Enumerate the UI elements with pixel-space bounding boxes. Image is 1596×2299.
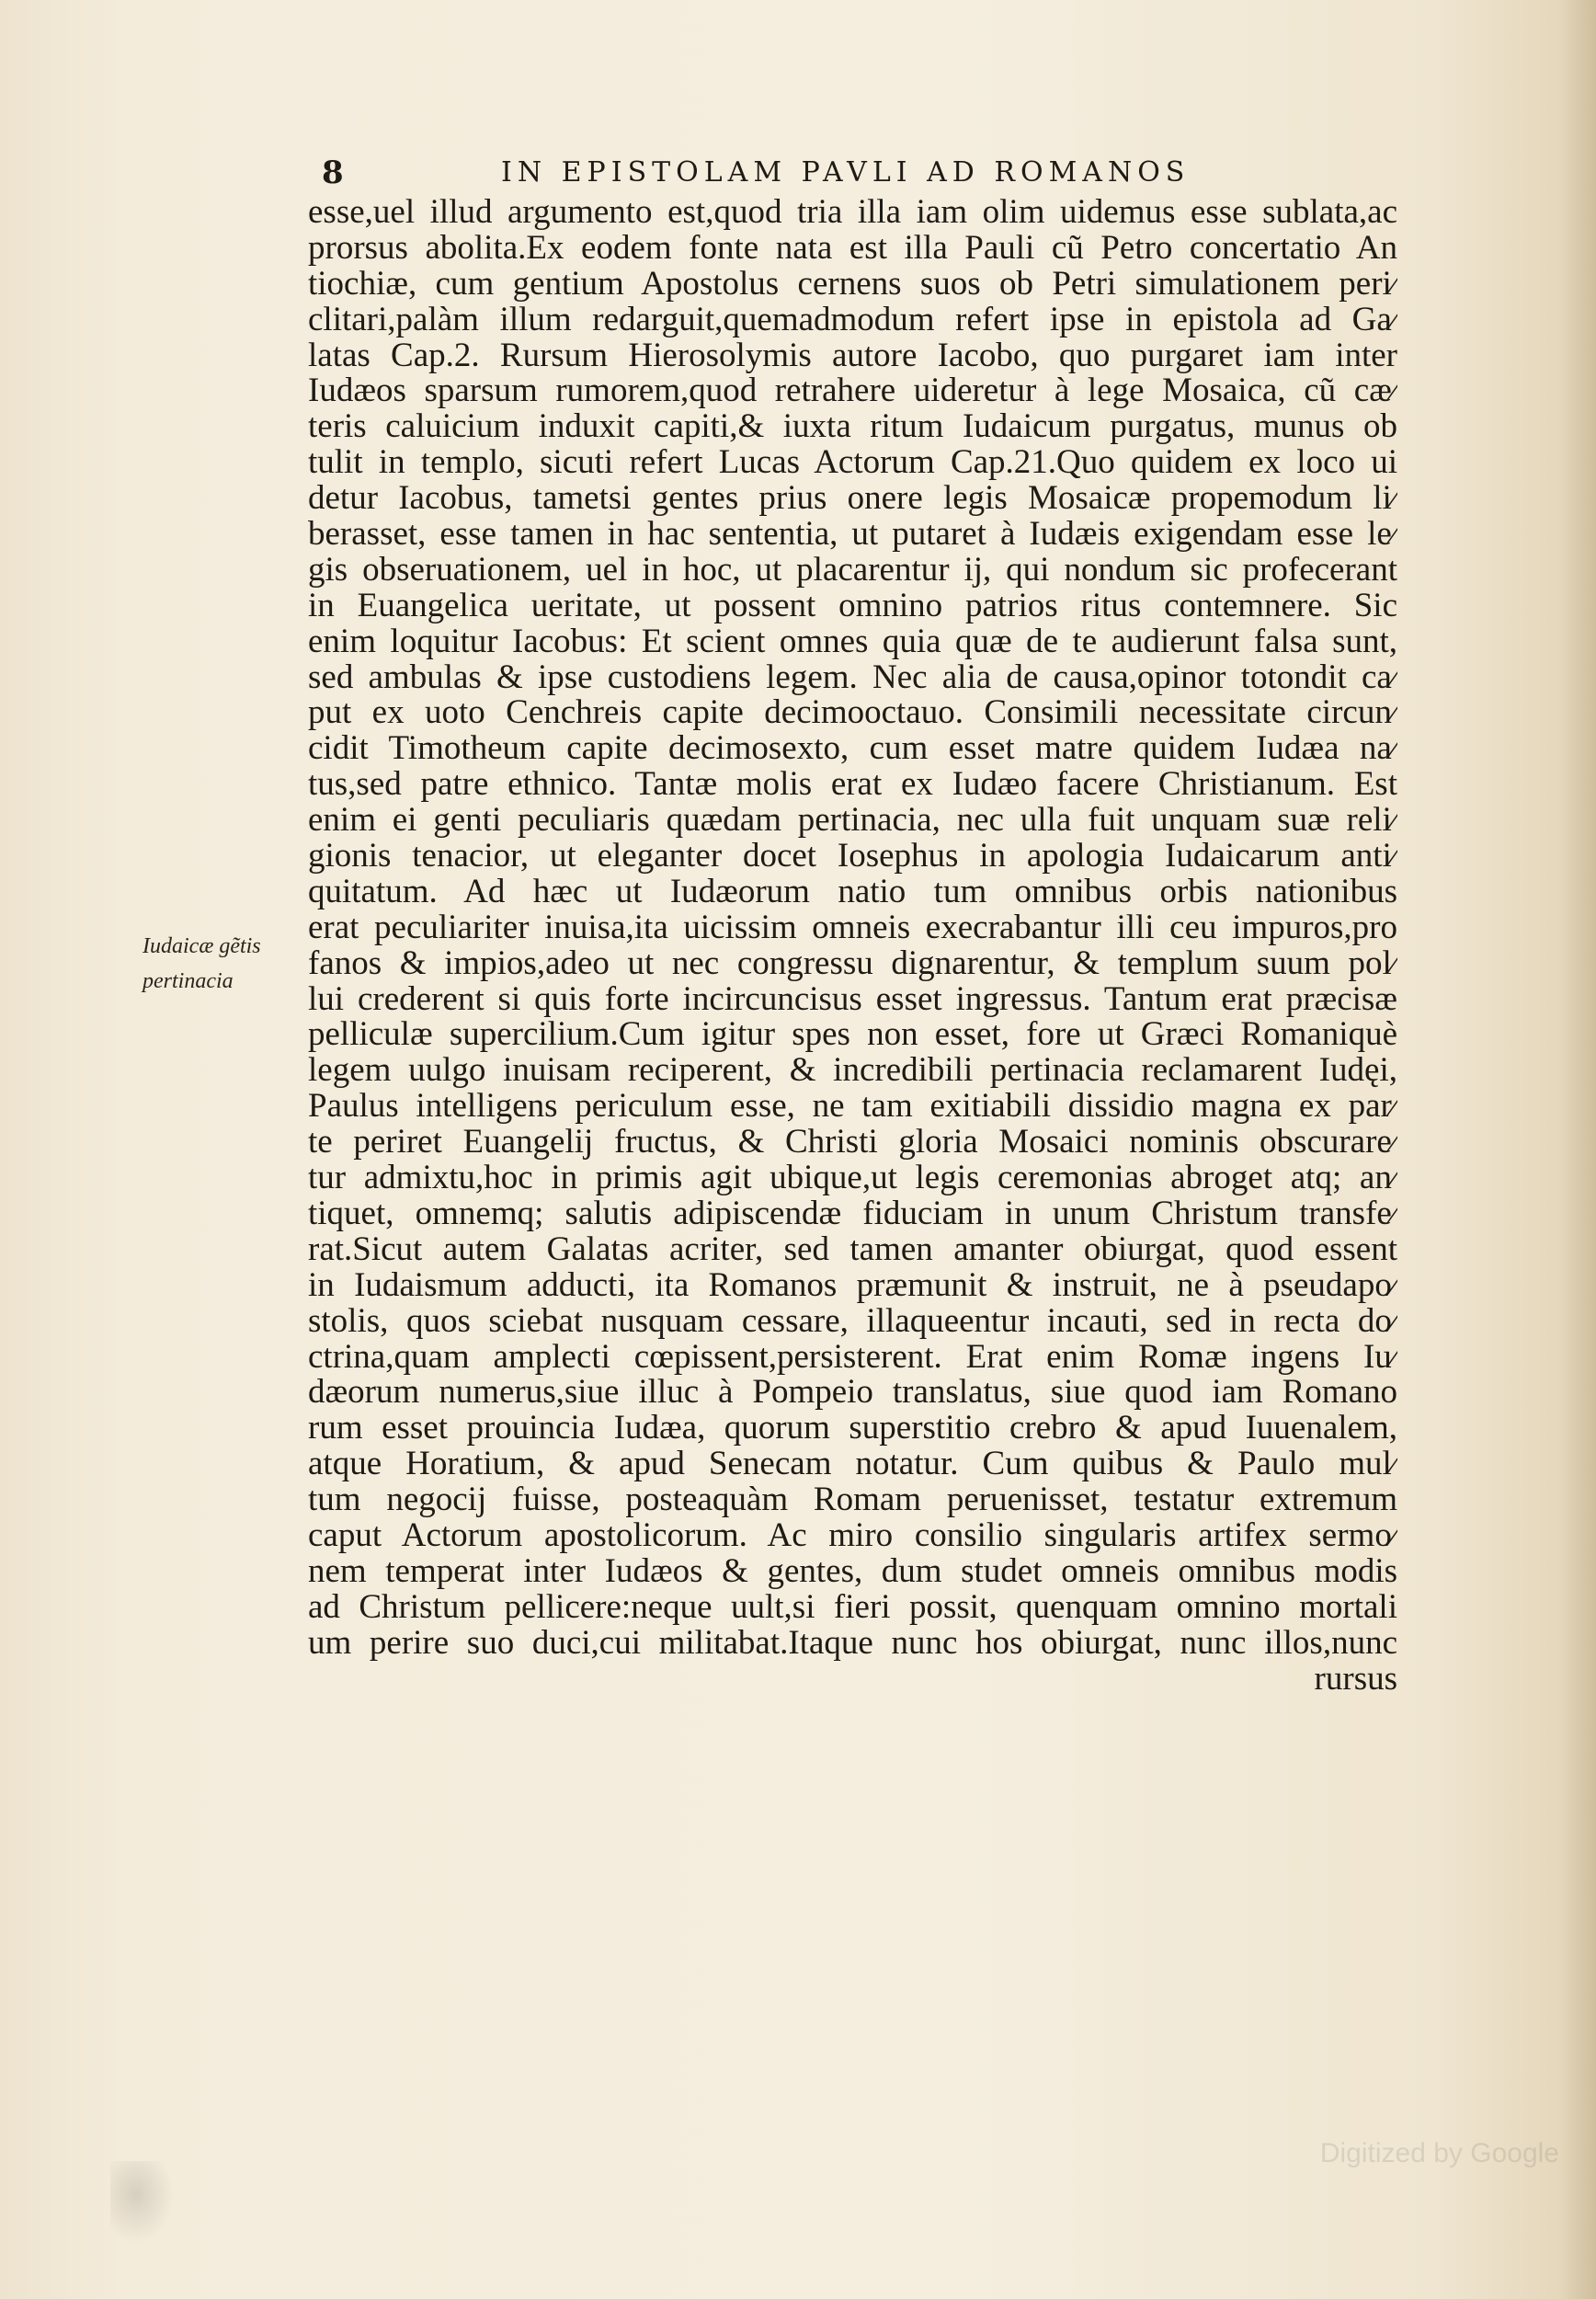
text-line: tiochiæ, cum gentium Apostolus cernens suos ob Petri simulationem peri⁄ xyxy=(308,266,1397,303)
text-line: fanos & impios,adeo ut nec congressu dignarentur, & templum suum pol⁄ xyxy=(308,945,1397,982)
text-line: cidit Timotheum capite decimosexto, cum esset matre quidem Iudæa na⁄ xyxy=(308,731,1397,768)
text-line: sed ambulas & ipse custodiens legem. Nec alia de causa,opinor totondit ca⁄ xyxy=(308,659,1397,696)
text-line: prorsus abolita.Ex eodem fonte nata est illa Pauli cũ Petro concertatio An xyxy=(308,230,1397,267)
text-line: erat peculiariter inuisa,ita uicissim omneis execrabantur illi ceu impuros,pro xyxy=(308,909,1397,946)
text-line: nem temperat inter Iudæos & gentes, dum studet omneis omnibus modis xyxy=(308,1553,1397,1590)
text-line: latas Cap.2. Rursum Hierosolymis autore Iacobo, quo purgaret iam inter xyxy=(308,337,1397,374)
body-text xyxy=(308,195,1397,1697)
text-line: rat.Sicut autem Galatas acriter, sed tamen amanter obiurgat, quod essent xyxy=(308,1231,1397,1268)
text-line: ctrina,quam amplecti cœpissent,persisterent. Erat enim Romæ ingens Iu⁄ xyxy=(308,1339,1397,1376)
text-line: enim ei genti peculiaris quædam pertinacia, nec ulla fuit unquam suæ reli⁄ xyxy=(308,803,1397,840)
text-line: detur Iacobus, tametsi gentes prius onere legis Mosaicæ propemodum li⁄ xyxy=(308,481,1397,518)
text-line: rum esset prouincia Iudæa, quorum superstitio crebro & apud Iuuenalem, xyxy=(308,1411,1397,1447)
digitization-watermark: Digitized by Google xyxy=(1319,2138,1559,2168)
text-line: clitari,palàm illum redarguit,quemadmodum refert ipse in epistola ad Ga⁄ xyxy=(308,302,1397,338)
margin-note-line: pertinacia xyxy=(142,969,234,993)
text-line: tur admixtu,hoc in primis agit ubique,ut legis ceremonias abroget atq; an⁄ xyxy=(308,1161,1397,1196)
text-line: atque Horatium, & apud Senecam notatur. Cum quibus & Paulo mul⁄ xyxy=(308,1447,1397,1483)
text-line: put ex uoto Cenchreis capite decimooctauo. Consimili necessitate circun⁄ xyxy=(308,695,1397,732)
text-line: in Iudaismum adducti, ita Romanos præmunit & instruit, ne à pseudapo⁄ xyxy=(308,1267,1397,1304)
text-line: te periret Euangelij fructus, & Christi gloria Mosaici nominis obscurare⁄ xyxy=(308,1125,1397,1161)
text-line: ad Christum pellicere:neque uult,si fieri possit, quenquam omnino mortali xyxy=(308,1589,1397,1626)
text-line: tus,sed patre ethnico. Tantæ molis erat ex Iudæo facere Christianum. Est xyxy=(308,767,1397,804)
text-line: pelliculæ supercilium.Cum igitur spes non esset, fore ut Græci Romaniquè xyxy=(308,1017,1397,1054)
text-line: enim loquitur Iacobus: Et scient omnes quia quæ de te audierunt falsa sunt, xyxy=(308,623,1397,660)
text-line: quitatum. Ad hæc ut Iudæorum natio tum omnibus orbis nationibus xyxy=(308,874,1397,910)
text-line: berasset, esse tamen in hac sententia, ut putaret à Iudæis exigendam esse le⁄ xyxy=(308,517,1397,553)
page-number: 8 xyxy=(322,154,345,191)
catchword: rursus xyxy=(1314,1661,1397,1698)
text-line: lui crederent si quis forte incircuncisus esset ingressus. Tantum erat præcisæ xyxy=(308,981,1397,1018)
paper-stain xyxy=(110,2161,175,2244)
text-line: tulit in templo, sicuti refert Lucas Actorum Cap.21.Quo quidem ex loco ui xyxy=(308,445,1397,482)
text-line: um perire suo duci,cui militabat.Itaque nunc hos obiurgat, nunc illos,nunc xyxy=(308,1625,1397,1662)
text-line: caput Actorum apostolicorum. Ac miro consilio singularis artifex sermo⁄ xyxy=(308,1517,1397,1554)
margin-note xyxy=(142,929,294,999)
text-line: tum negocij fuisse, posteaquàm Romam peruenisset, testatur extremum xyxy=(308,1482,1397,1518)
text-line: dæorum numerus,siue illuc à Pompeio translatus, siue quod iam Romano xyxy=(308,1375,1397,1412)
text-line: Paulus intelligens periculum esse, ne tam exitiabili dissidio magna ex par⁄ xyxy=(308,1089,1397,1126)
running-head: IN EPISTOLAM PAVLI AD ROMANOS xyxy=(501,156,1191,189)
page-header xyxy=(322,154,1241,200)
text-line: stolis, quos sciebat nusquam cessare, illaqueentur incauti, sed in recta do⁄ xyxy=(308,1303,1397,1340)
text-line: Iudæos sparsum rumorem,quod retrahere uideretur à lege Mosaica, cũ cæ⁄ xyxy=(308,373,1397,410)
text-line: tiquet, omnemq; salutis adipiscendæ fiduciam in unum Christum transfe⁄ xyxy=(308,1195,1397,1232)
text-line: in Euangelica ueritate, ut possent omnino patrios ritus contemnere. Sic xyxy=(308,588,1397,624)
text-line: gis obseruationem, uel in hoc, ut placarentur ij, qui nondum sic profecerant xyxy=(308,552,1397,589)
margin-note-line: Iudaicæ gẽtis xyxy=(142,934,261,958)
text-line: teris caluicium induxit capiti,& iuxta ritum Iudaicum purgatus, munus ob xyxy=(308,409,1397,446)
text-line: legem uulgo inuisam reciperent, & incredibili pertinacia reclamarent Iudęi, xyxy=(308,1053,1397,1090)
text-line: gionis tenacior, ut eleganter docet Iosephus in apologia Iudaicarum anti⁄ xyxy=(308,839,1397,875)
page-edge-shadow xyxy=(1559,0,1596,2299)
text-line: esse,uel illud argumento est,quod tria illa iam olim uidemus esse sublata,ac xyxy=(308,195,1397,231)
